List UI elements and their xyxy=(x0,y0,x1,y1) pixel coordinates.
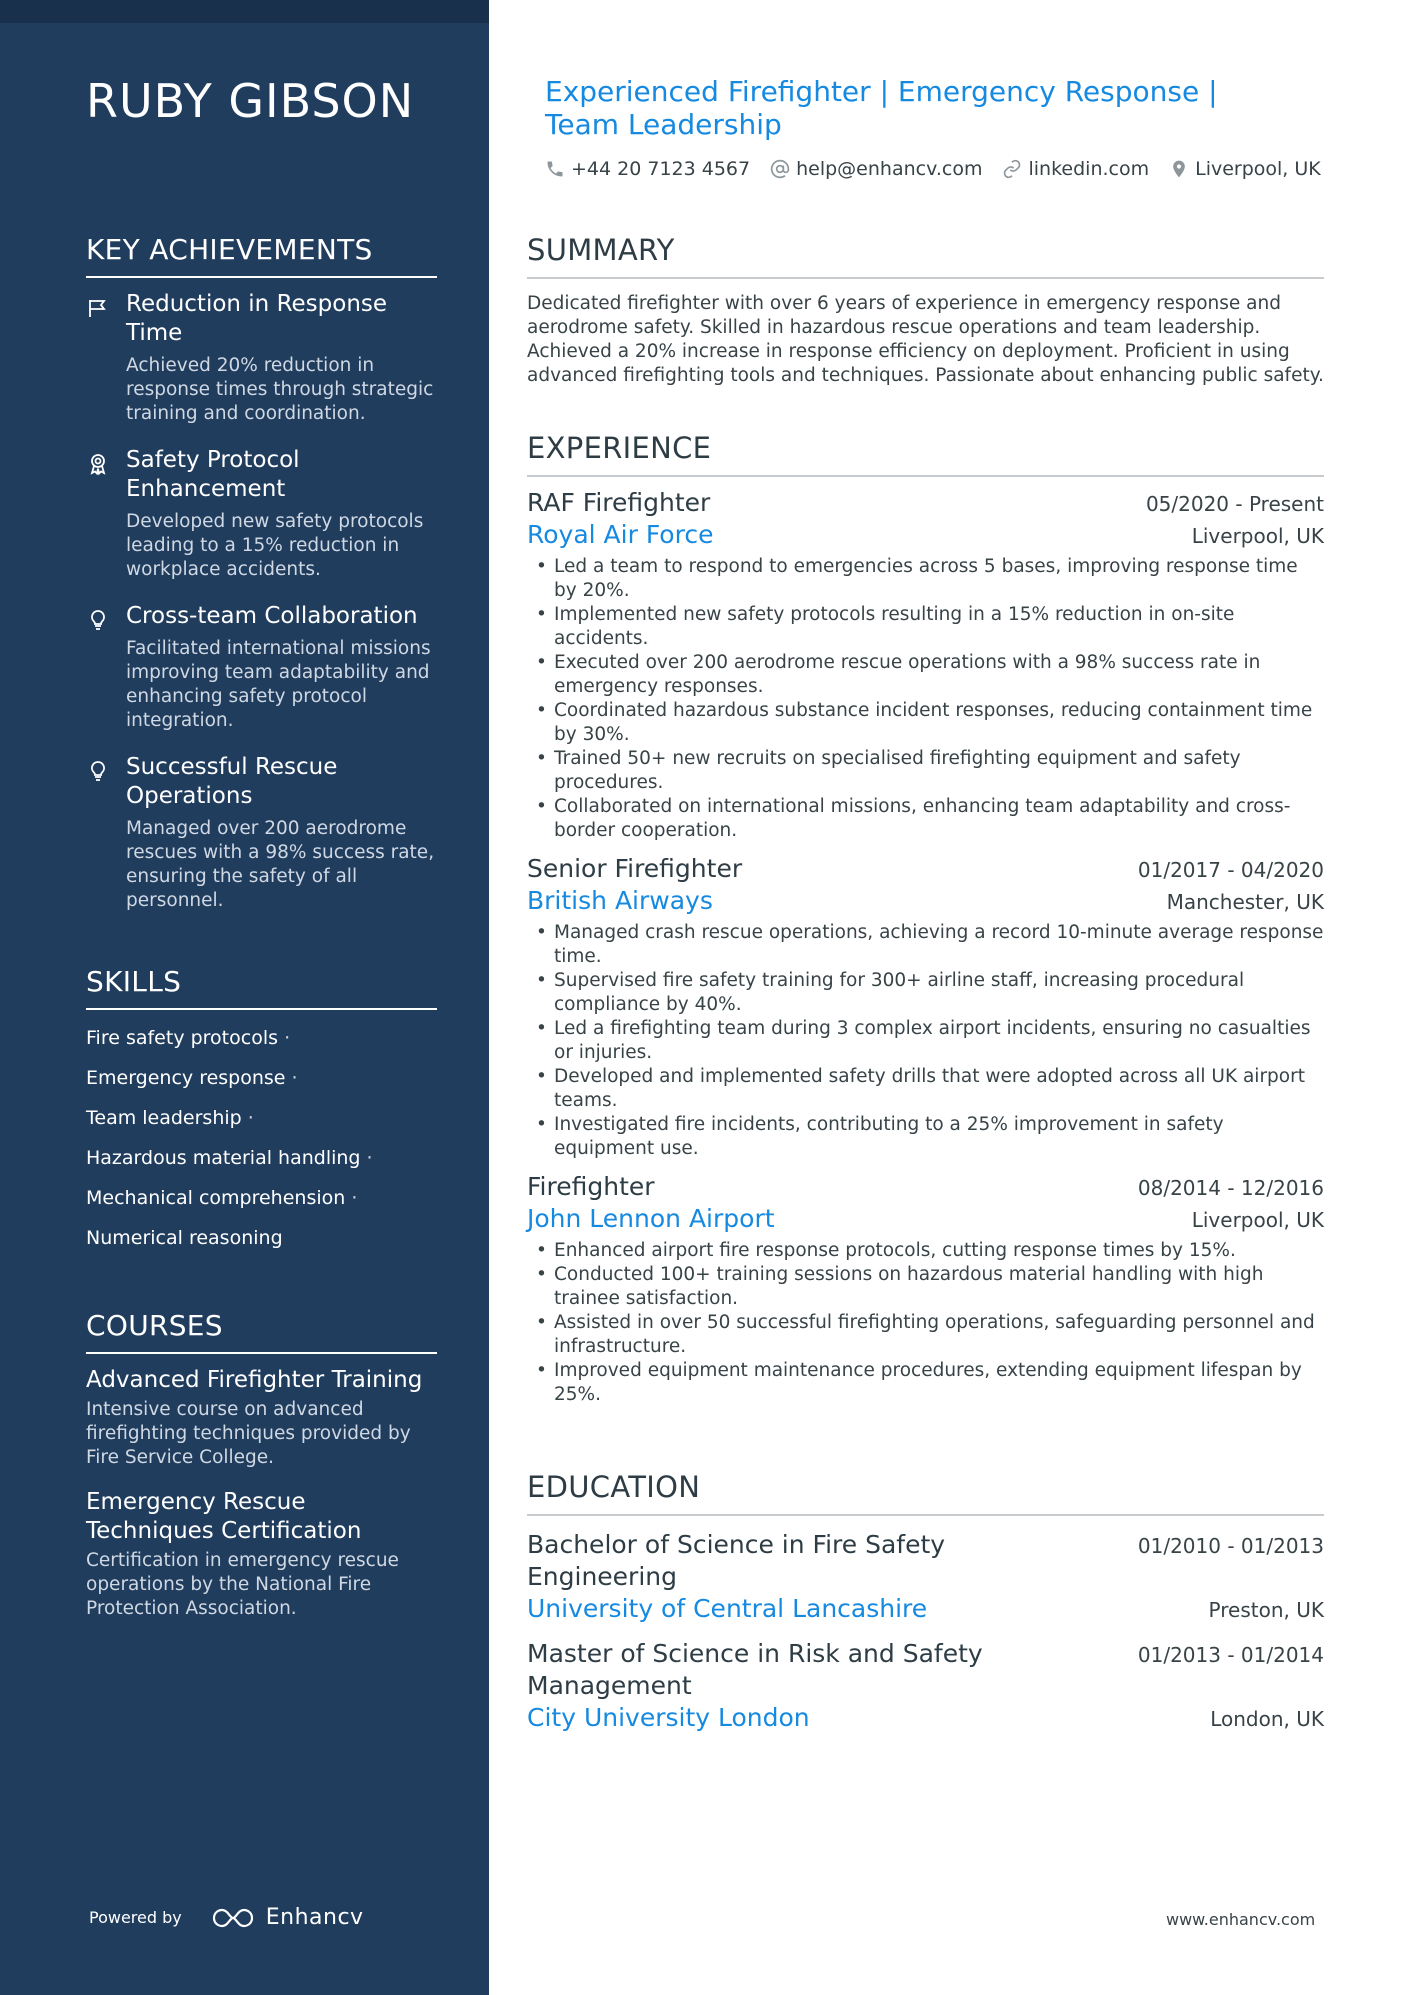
bullet-item: • Implemented new safety protocols resulting in a 15% reduction in on-site accidents. xyxy=(527,603,1324,651)
contact-phone[interactable]: +44 20 7123 4567 xyxy=(545,158,750,180)
at-icon xyxy=(770,159,790,179)
job-title: Firefighter xyxy=(527,1172,655,1201)
achievement-title: Cross-team Collaboration xyxy=(126,603,418,629)
achievement-title: Safety Protocol Enhancement xyxy=(126,447,300,502)
education-dates: 01/2013 - 01/2014 xyxy=(1137,1643,1324,1667)
skill-item: Numerical reasoning xyxy=(86,1227,283,1249)
powered-by xyxy=(89,1905,364,1930)
degree-title: Bachelor of Science in Fire Safety Engineering xyxy=(527,1530,946,1591)
contact-bar xyxy=(545,158,1341,180)
institution-name: City University London xyxy=(527,1703,810,1732)
course-desc: Intensive course on advanced firefighting techniques provided by Fire Service College. xyxy=(86,1399,411,1468)
achievement-item xyxy=(86,753,437,913)
bullet-item: • Led a firefighting team during 3 complex airport incidents, ensuring no casualties or injuries. xyxy=(527,1017,1324,1065)
course-title: Advanced Firefighter Training xyxy=(86,1367,423,1393)
powered-by-label: Powered by xyxy=(89,1908,182,1927)
headline: Experienced Firefighter | Emergency Response | Team Leadership xyxy=(545,75,1218,141)
education-heading: EDUCATION xyxy=(527,1470,1324,1516)
bullet-item: • Conducted 100+ training sessions on hazardous material handling with high trainee satisfaction. xyxy=(527,1263,1324,1311)
bullet-item: • Led a team to respond to emergencies across 5 bases, improving response time by 20%. xyxy=(527,555,1324,603)
company-name: British Airways xyxy=(527,886,713,915)
education-location: Preston, UK xyxy=(1208,1598,1324,1622)
lightbulb-icon xyxy=(86,759,110,783)
skill-item: Hazardous material handling · xyxy=(86,1147,373,1169)
education-section xyxy=(527,1470,1324,1734)
job-title: Senior Firefighter xyxy=(527,854,743,883)
summary-text: Dedicated firefighter with over 6 years of experience in emergency response and aerodrome safety. Skilled in hazardous rescue operations and team leadership. Achieved a 20% increase in response efficiency on deployment. Proficient in using advanced firefighting tools and techniques. Passionate about enhancing public safety. xyxy=(527,293,1324,386)
bullet-item: • Trained 50+ new recruits on specialised firefighting equipment and safety procedures. xyxy=(527,747,1324,795)
job-location: Manchester, UK xyxy=(1166,890,1324,914)
experience-section xyxy=(527,431,1324,1407)
company-name: Royal Air Force xyxy=(527,520,714,549)
bullet-item: • Supervised fire safety training for 300+ airline staff, increasing procedural compliance by 40%. xyxy=(527,969,1324,1017)
job-dates: 08/2014 - 12/2016 xyxy=(1137,1176,1324,1200)
achievement-title: Reduction in Response Time xyxy=(126,291,388,346)
bullet-item: • Investigated fire incidents, contributing to a 25% improvement in safety equipment use. xyxy=(527,1113,1324,1161)
education-dates: 01/2010 - 01/2013 xyxy=(1137,1534,1324,1558)
skill-item: Fire safety protocols · xyxy=(86,1027,291,1049)
job-dates: 01/2017 - 04/2020 xyxy=(1137,858,1324,882)
skill-item: Team leadership · xyxy=(86,1107,254,1129)
bullet-item: • Executed over 200 aerodrome rescue operations with a 98% success rate in emergency responses. xyxy=(527,651,1324,699)
course-item xyxy=(86,1366,437,1470)
lightbulb-icon xyxy=(86,608,110,632)
summary-section xyxy=(527,233,1324,388)
job-location: Liverpool, UK xyxy=(1191,1208,1324,1232)
job-entry xyxy=(527,1171,1324,1407)
achievement-desc: Achieved 20% reduction in response times through strategic training and coordination. xyxy=(126,355,434,424)
contact-linkedin[interactable]: linkedin.com xyxy=(1002,158,1149,180)
job-location: Liverpool, UK xyxy=(1191,524,1324,548)
enhancv-brand: Enhancv xyxy=(265,1905,364,1930)
achievement-item xyxy=(86,290,437,426)
job-entry xyxy=(527,853,1324,1161)
location-pin-icon xyxy=(1169,159,1189,179)
achievement-item xyxy=(86,602,437,733)
education-location: London, UK xyxy=(1210,1707,1324,1731)
job-title: RAF Firefighter xyxy=(527,488,711,517)
courses-heading: COURSES xyxy=(86,1309,437,1354)
achievement-desc: Facilitated international missions improving team adaptability and enhancing safety protocol integration. xyxy=(126,638,431,731)
skill-item: Mechanical comprehension · xyxy=(86,1187,358,1209)
enhancv-logo[interactable] xyxy=(210,1905,364,1930)
institution-name: University of Central Lancashire xyxy=(527,1594,928,1623)
bullet-item: • Managed crash rescue operations, achieving a record 10-minute average response time. xyxy=(527,921,1324,969)
achievement-item xyxy=(86,446,437,582)
courses-section xyxy=(86,1309,437,1639)
job-bullets xyxy=(527,555,1324,843)
flag-icon xyxy=(86,296,110,320)
link-icon xyxy=(1002,159,1022,179)
achievement-title: Successful Rescue Operations xyxy=(126,754,338,809)
award-icon xyxy=(86,452,110,476)
achievement-desc: Developed new safety protocols leading to a 15% reduction in workplace accidents. xyxy=(126,511,424,580)
job-dates: 05/2020 - Present xyxy=(1145,492,1324,516)
enhancv-logo-icon xyxy=(210,1906,256,1930)
achievements-heading: KEY ACHIEVEMENTS xyxy=(86,233,437,278)
achievements-section xyxy=(86,233,437,933)
skills-section xyxy=(86,965,437,1266)
summary-heading: SUMMARY xyxy=(527,233,1324,279)
sidebar-top-strip xyxy=(0,0,489,23)
bullet-item: • Collaborated on international missions, enhancing team adaptability and cross-border cooperation. xyxy=(527,795,1324,843)
achievement-desc: Managed over 200 aerodrome rescues with a 98% success rate, ensuring the safety of all personnel. xyxy=(126,818,435,911)
course-item xyxy=(86,1488,437,1621)
bullet-item: • Developed and implemented safety drills that were adopted across all UK airport teams. xyxy=(527,1065,1324,1113)
contact-location: Liverpool, UK xyxy=(1169,158,1321,180)
job-entry xyxy=(527,487,1324,843)
phone-icon xyxy=(545,159,565,179)
experience-heading: EXPERIENCE xyxy=(527,431,1324,477)
bullet-item: • Coordinated hazardous substance incident responses, reducing containment time by 30%. xyxy=(527,699,1324,747)
skills-heading: SKILLS xyxy=(86,965,437,1010)
bullet-item: • Assisted in over 50 successful firefighting operations, safeguarding personnel and infrastructure. xyxy=(527,1311,1324,1359)
job-bullets xyxy=(527,921,1324,1161)
education-entry xyxy=(527,1638,1324,1734)
footer-site-link[interactable]: www.enhancv.com xyxy=(1166,1910,1316,1929)
contact-email[interactable]: help@enhancv.com xyxy=(770,158,982,180)
course-desc: Certification in emergency rescue operations by the National Fire Protection Association. xyxy=(86,1550,399,1619)
bullet-item: • Enhanced airport fire response protocols, cutting response times by 15%. xyxy=(527,1239,1324,1263)
company-name: John Lennon Airport xyxy=(527,1204,775,1233)
education-entry xyxy=(527,1529,1324,1625)
course-title: Emergency Rescue Techniques Certification xyxy=(86,1489,362,1544)
candidate-name: RUBY GIBSON xyxy=(86,74,415,128)
job-bullets xyxy=(527,1239,1324,1407)
skill-item: Emergency response · xyxy=(86,1067,298,1089)
bullet-item: • Improved equipment maintenance procedures, extending equipment lifespan by 25%. xyxy=(527,1359,1324,1407)
degree-title: Master of Science in Risk and Safety Management xyxy=(527,1639,983,1700)
sidebar xyxy=(0,0,489,1995)
